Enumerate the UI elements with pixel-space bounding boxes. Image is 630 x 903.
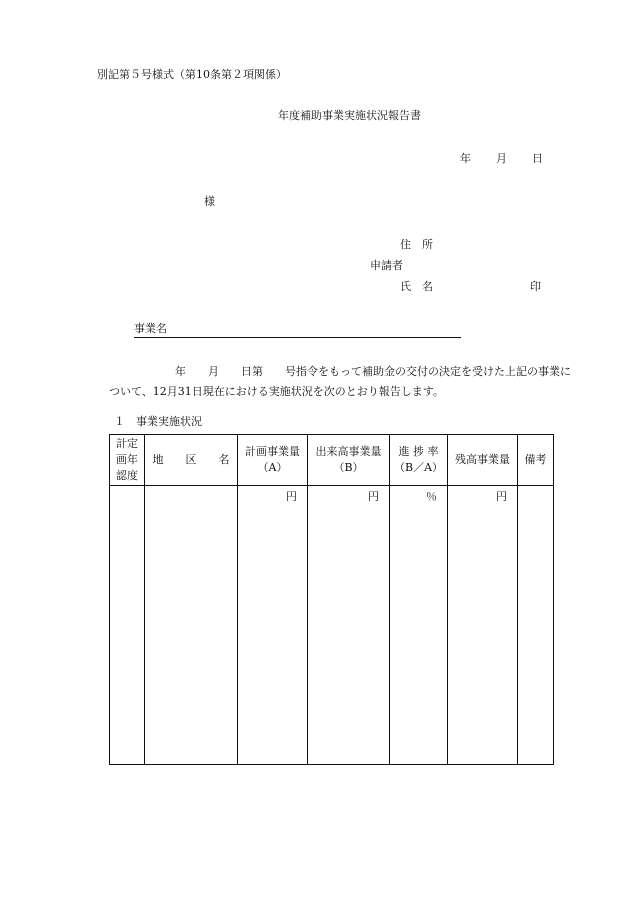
header-line: 進 捗 率 [398, 445, 439, 458]
table-header-row [110, 435, 554, 486]
addressee-honorific: 様 [204, 195, 215, 208]
form-reference: 別記第５号様式（第10条第２項関係） [97, 68, 287, 81]
cell-district [145, 486, 238, 765]
table-row [110, 486, 554, 765]
cell-plan-year [110, 486, 145, 765]
project-name-field [134, 320, 461, 338]
seal-mark: 印 [530, 280, 541, 293]
header-line: 計画事業量 [245, 445, 300, 458]
header-line: 地 区 名 [152, 453, 230, 466]
header-district-name [145, 435, 238, 486]
name-label: 氏 名 [400, 280, 433, 293]
date-day-label: 日 [532, 152, 543, 165]
header-line: （A） [257, 461, 288, 474]
applicant-label: 申請者 [370, 259, 403, 272]
header-line: 出来高事業量 [315, 445, 382, 458]
document-title: 年度補助事業実施状況報告書 [278, 109, 421, 122]
header-line: （B） [333, 461, 364, 474]
cell-progress-unit: ％ [390, 486, 448, 765]
section-heading: １ 事業実施状況 [114, 415, 202, 428]
header-line: 画年 [116, 453, 138, 466]
date-year-label: 年 [460, 152, 471, 165]
header-plan-approval-year [110, 435, 145, 486]
header-planned-volume [238, 435, 308, 486]
header-progress-rate [390, 435, 448, 486]
cell-remaining-unit: 円 [448, 486, 518, 765]
header-remaining-volume [448, 435, 518, 486]
cell-planned-unit: 円 [238, 486, 308, 765]
cell-completed-unit: 円 [308, 486, 390, 765]
date-month-label: 月 [496, 152, 507, 165]
project-name-label: 事業名 [134, 322, 167, 335]
report-body-text: 年 月 日第 号指令をもって補助金の交付の決定を受けた上記の事業について、12月31日現在における実施状況を次のとおり報告します。 [109, 365, 571, 398]
status-table [109, 434, 554, 765]
header-line: （B／A） [393, 461, 444, 474]
header-completed-volume [308, 435, 390, 486]
address-label: 住 所 [400, 238, 433, 251]
header-remarks [518, 435, 554, 486]
cell-remarks [518, 486, 554, 765]
header-line: 残高事業量 [455, 453, 510, 466]
header-line: 計定 [116, 437, 138, 450]
header-line: 認度 [116, 469, 138, 482]
header-line: 備考 [524, 453, 547, 466]
